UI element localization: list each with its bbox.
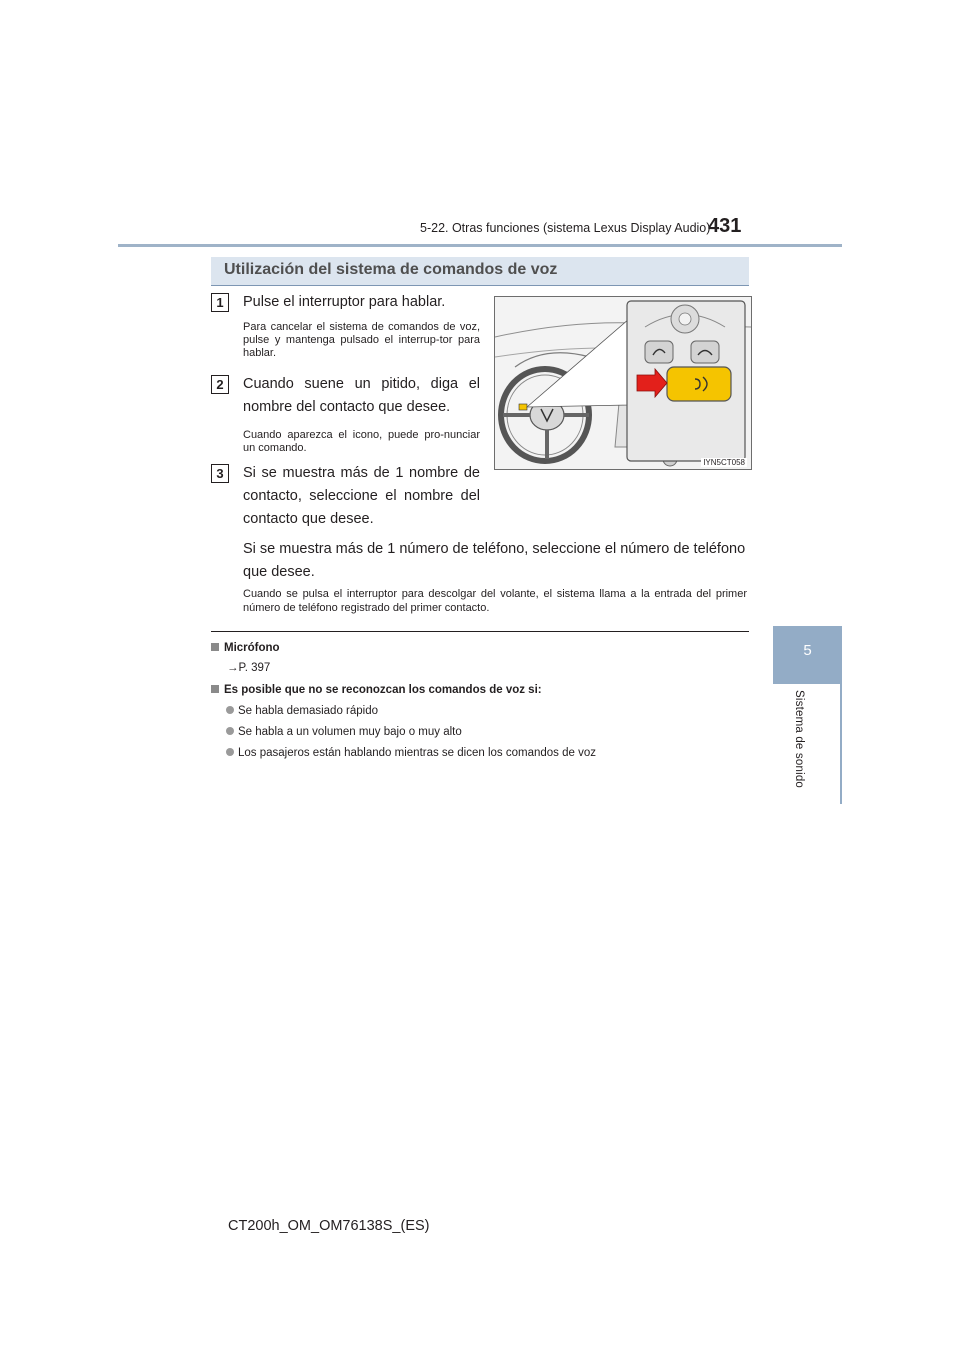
step-1-note: Para cancelar el sistema de comandos de voz, pulse y mantenga pulsado el interrup-tor para hablar. — [243, 321, 480, 359]
page-number: 431 — [708, 215, 742, 237]
step-3-text-continued: Si se muestra más de 1 número de teléfono, seleccione el número de teléfono que desee. — [243, 541, 746, 580]
section-title: Utilización del sistema de comandos de voz — [224, 261, 558, 278]
header-title: 5-22. Otras funciones (sistema Lexus Display Audio) — [420, 221, 711, 235]
step-2-text: Cuando suene un pitido, diga el nombre del contacto que desee. — [243, 376, 480, 415]
list-item-text: Se habla demasiado rápido — [238, 705, 379, 717]
step-2-note: Cuando aparezca el icono, puede pro-nunciar un comando. — [243, 429, 480, 454]
bullet-dot-icon — [226, 706, 234, 714]
list-item — [226, 705, 378, 717]
step-3-text: Si se muestra más de 1 nombre de contacto, seleccione el nombre del contacto que desee. — [243, 465, 480, 527]
info-heading-recognition-text: Es posible que no se reconozcan los comandos de voz si: — [224, 684, 542, 696]
list-item — [226, 726, 462, 738]
step-1-text: Pulse el interruptor para hablar. — [243, 294, 446, 310]
list-item-text: Se habla a un volumen muy bajo o muy alto — [238, 726, 462, 738]
section-heading-rule — [211, 285, 749, 286]
square-bullet-icon — [211, 685, 219, 693]
chapter-label — [793, 690, 813, 800]
info-heading-microphone — [211, 642, 280, 654]
step-badge-2: 2 — [211, 375, 229, 394]
list-item — [226, 747, 596, 759]
section-divider — [211, 631, 749, 632]
bullet-dot-icon — [226, 727, 234, 735]
steering-wheel-illustration — [494, 296, 752, 470]
list-item-text: Los pasajeros están hablando mientras se dicen los comandos de voz — [238, 747, 596, 759]
chapter-label-text: Sistema de sonido — [793, 690, 805, 789]
info-heading-microphone-text: Micrófono — [224, 642, 280, 654]
bullet-dot-icon — [226, 748, 234, 756]
chapter-tab-rule — [840, 684, 842, 804]
header-rule — [118, 244, 842, 247]
step-3-note: Cuando se pulsa el interruptor para descolgar del volante, el sistema llama a la entrada del primer número de teléfono registrado del primer contacto. — [243, 588, 747, 614]
info-heading-recognition — [211, 684, 542, 696]
chapter-number: 5 — [803, 642, 812, 659]
illustration-code: IYN5CT058 — [703, 458, 745, 467]
step-badge-3: 3 — [211, 464, 229, 483]
microphone-page-reference: →P. 397 — [227, 662, 271, 674]
step-badge-1: 1 — [211, 293, 229, 312]
document-code: CT200h_OM_OM76138S_(ES) — [228, 1218, 430, 1234]
chapter-tab — [773, 626, 842, 684]
dashboard-drawing — [495, 297, 751, 469]
square-bullet-icon — [211, 643, 219, 651]
